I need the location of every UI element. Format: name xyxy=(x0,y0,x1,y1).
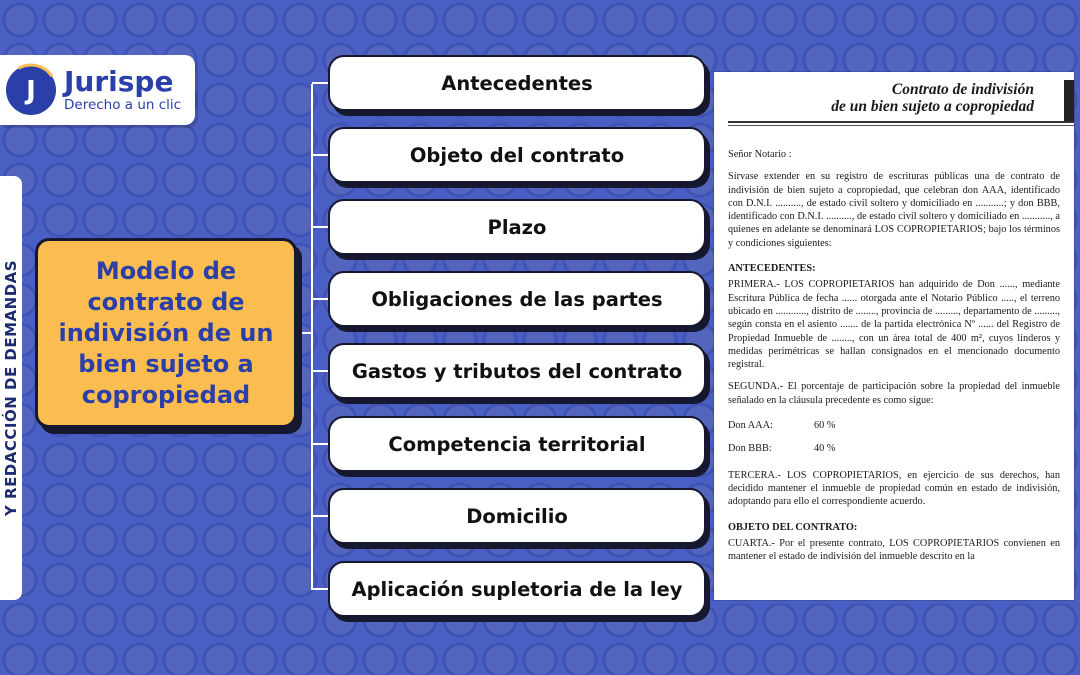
connector-trunk xyxy=(297,84,312,590)
main-title-box xyxy=(35,238,297,428)
share-row: Don BBB: 40 % xyxy=(728,443,836,455)
intro-paragraph: Sírvase extender en su registro de escrituras públicas una de contrato de indivisión de bien sujeto a copropiedad, que celebran don AAA, identificado con D.N.I. .........., de estado civil soltero y domiciliado en ...........; y don BBB, identificado con D.N.I. .........., de estado civil soltero y domiciliado en ..........., a quienes en adelante se denominará LOS COPROPIETARIOS; bajo los términos y condiciones siguientes: xyxy=(728,171,1060,249)
clause-segunda: SEGUNDA.- El porcentaje de participación sobre la propiedad del inmueble señalado en la cláusula precedente es como sigue: xyxy=(728,381,1060,406)
clause-primera: PRIMERA.- LOS COPROPIETARIOS han adquirido de Don ......, mediante Escritura Pública de fecha ...... otorgada ante el Notario Público ....., el terreno ubicado en ............, distrito de ........, provincia de ........., departamento de ........., según consta en el asiento ....... de la partida electrónica Nº ...... del Registro de Propiedad Inmueble de ........, con un área total de 400 m², cuyos linderos y medidas perimétricas se hallan consignados en el mencionado documento registral. xyxy=(728,279,1060,371)
topic-antecedentes[interactable]: Antecedentes xyxy=(328,55,706,111)
clause-tercera: TERCERA.- LOS COPROPIETARIOS, en ejercicio de sus derechos, han decidido mantener el inmueble de propiedad común en estado de indivisión, adoptando para ello el correspondiente acuerdo. xyxy=(728,469,1060,508)
greeting: Señor Notario : xyxy=(728,149,792,160)
document-body xyxy=(714,134,1074,563)
topic-domicilio[interactable]: Domicilio xyxy=(328,488,706,544)
logo-name: Jurispe xyxy=(64,64,174,98)
clause-cuarta: CUARTA.- Por el presente contrato, LOS COPROPIETARIOS convienen en mantener el estado de indivisión del inmueble descrito en la xyxy=(728,537,1060,563)
side-label: Y REDACCIÓN DE DEMANDAS xyxy=(2,259,20,517)
header-bar xyxy=(1064,80,1074,122)
logo-tagline: Derecho a un clic xyxy=(64,96,182,113)
document-header xyxy=(714,72,1074,134)
header-rule xyxy=(728,121,1074,123)
topic-objeto-del-contrato[interactable]: Objeto del contrato xyxy=(328,127,706,183)
topic-gastos-y-tributos[interactable]: Gastos y tributos del contrato xyxy=(328,343,706,399)
topic-competencia-territorial[interactable]: Competencia territorial xyxy=(328,416,706,472)
header-rule-thin xyxy=(728,125,1074,126)
section-heading-antecedentes: ANTECEDENTES: xyxy=(728,263,816,275)
main-title: Modelo de contrato de indivisión de un bien sujeto a copropiedad xyxy=(58,256,274,409)
document-title: Contrato de indivisión de un bien sujeto a copropiedad xyxy=(831,81,1034,115)
contract-document xyxy=(714,72,1074,600)
topic-obligaciones[interactable]: Obligaciones de las partes xyxy=(328,271,706,327)
share-row: Don AAA: 60 % xyxy=(728,420,836,432)
svg-text:J: J xyxy=(26,76,36,106)
topic-plazo[interactable]: Plazo xyxy=(328,199,706,255)
section-heading-objeto: OBJETO DEL CONTRATO: xyxy=(728,521,858,533)
topic-aplicacion-supletoria[interactable]: Aplicación supletoria de la ley xyxy=(328,561,706,617)
